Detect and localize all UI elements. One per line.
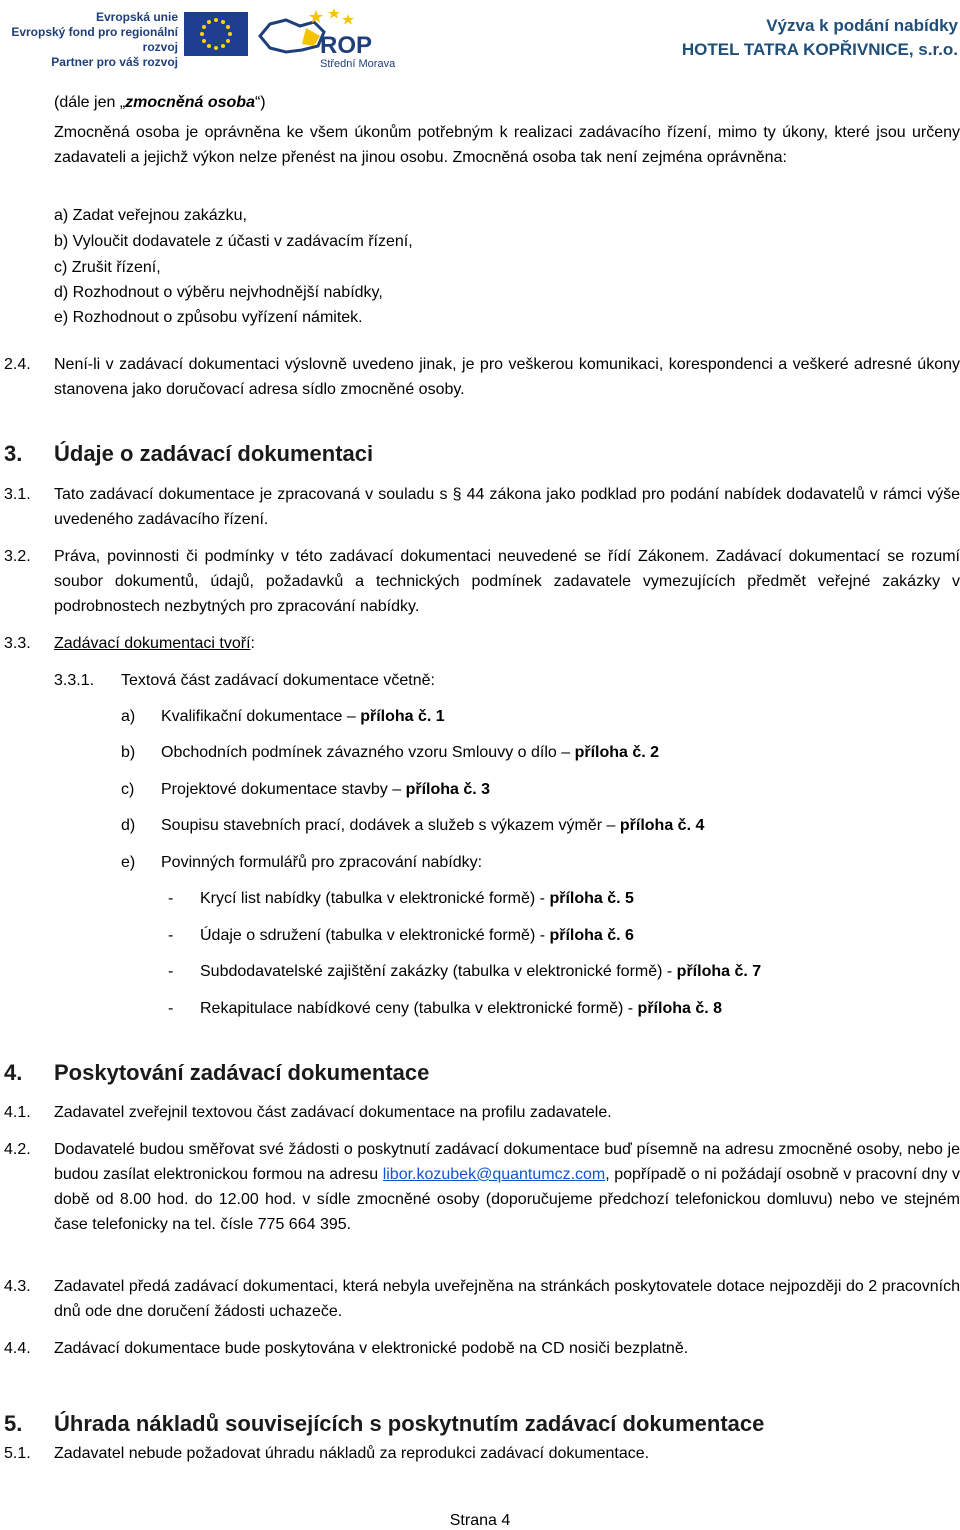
list-letter: e) xyxy=(121,854,136,871)
attachment-ref: příloha č. 8 xyxy=(637,1000,723,1017)
paragraph-3-2: Práva, povinnosti či podmínky v této zadávací dokumentaci neuvedené se řídí Zákonem. Zadávací dokumentací se rozumí soubor dokumentů, údajů, požadavků a technických podmínek zadavatele vymezujících předmět veřejné zakázky v podrobnostech nezbytných pro zpracování nabídky. xyxy=(54,548,960,615)
section-number: 4.4. xyxy=(4,1340,31,1357)
rop-logo xyxy=(256,6,406,75)
paragraph-5-1: Zadavatel nebude požadovat úhradu nákladů za reprodukci zadávací dokumentace. xyxy=(54,1445,650,1462)
heading-section-3: Údaje o zadávací dokumentaci xyxy=(54,441,374,466)
dash-item-text: Subdodavatelské zajištění zakázky (tabulka v elektronické formě) - xyxy=(200,963,677,980)
attachment-ref: příloha č. 7 xyxy=(676,963,762,980)
paragraph-4-2-part1: Dodavatelé budou směřovat své žádosti o poskytnutí zadávací dokumentace buď písemně na adresu zmocněné osoby, nebo je budou zasílat elektronickou formou na adresu xyxy=(54,1141,960,1183)
eu-logo-line2: Evropský fond pro regionální rozvoj xyxy=(11,25,178,54)
list-item: e) Rozhodnout o způsobu vyřízení námitek. xyxy=(54,309,363,326)
list-item: a) Zadat veřejnou zakázku, xyxy=(54,207,247,224)
attachment-ref: příloha č. 6 xyxy=(549,927,634,944)
eu-logo-line1: Evropská unie xyxy=(95,10,178,24)
attachment-ref: příloha č. 3 xyxy=(405,781,491,798)
attachment-ref: příloha č. 1 xyxy=(360,708,445,725)
heading-number: 3. xyxy=(4,441,23,466)
heading-number: 4. xyxy=(4,1060,23,1085)
dash-item xyxy=(200,923,634,948)
list-item xyxy=(161,813,704,838)
attachment-ref: příloha č. 4 xyxy=(619,817,705,834)
section-number: 4.1. xyxy=(4,1104,31,1121)
eu-logo-line3: Partner pro váš rozvoj xyxy=(51,55,178,69)
list-item-text: Kvalifikační dokumentace – xyxy=(161,708,361,725)
dash-item xyxy=(200,996,722,1021)
list-letter: d) xyxy=(121,817,136,834)
paragraph-4-1: Zadavatel zveřejnil textovou část zadávací dokumentace na profilu zadavatele. xyxy=(54,1104,612,1121)
dash-bullet: - xyxy=(168,963,174,980)
dash-item-text: Rekapitulace nabídkové ceny (tabulka v elektronické formě) - xyxy=(200,1000,638,1017)
dash-bullet: - xyxy=(168,1000,174,1017)
subsection-text: Textová část zadávací dokumentace včetně: xyxy=(121,672,435,689)
heading-section-5: Úhrada nákladů souvisejících s poskytnutím zadávací dokumentace xyxy=(54,1411,765,1436)
page-number: Strana 4 xyxy=(449,1512,511,1529)
list-item: b) Vyloučit dodavatele z účasti v zadávacím řízení, xyxy=(54,233,413,250)
paragraph-4-2-part2: , popřípadě o ni požádají osobně v pracovní dny v době od 8.00 hod. do 12.00 hod. v sídle zmocněné osoby (doporučujeme předchozí telefonickou domluvu) nebo ve stejném čase telefonicky na tel. čísle 775 664 395. xyxy=(54,1166,960,1233)
list-item-text: Povinných formulářů pro zpracování nabídky: xyxy=(161,854,483,871)
dash-item-text: Krycí list nabídky (tabulka v elektronické formě) - xyxy=(200,890,550,907)
dash-item-text: Údaje o sdružení (tabulka v elektronické formě) - xyxy=(200,927,550,944)
dash-item xyxy=(200,959,761,984)
list-item: c) Zrušit řízení, xyxy=(54,259,161,276)
header-title-line2: HOTEL TATRA KOPŘIVNICE, s.r.o. xyxy=(681,40,958,59)
subsection-number: 3.3.1. xyxy=(54,672,95,689)
section-number: 4.2. xyxy=(4,1141,31,1158)
intro-prefix: (dále jen „ xyxy=(54,94,126,111)
dash-item xyxy=(200,886,634,911)
list-item xyxy=(161,777,490,802)
intro-paragraph: Zmocněná osoba je oprávněna ke všem úkonům potřebným k realizaci zadávacího řízení, mimo ty úkony, které jsou určeny zadavateli a jejichž výkon nelze přenést na jinou osobu. Zmocněná osoba tak není zejména oprávněna: xyxy=(54,124,960,166)
attachment-ref: příloha č. 5 xyxy=(549,890,634,907)
heading-number: 5. xyxy=(4,1411,23,1436)
section-number: 3.3. xyxy=(4,635,31,652)
header-title-line1: Výzva k podání nabídky xyxy=(766,16,958,35)
list-item: d) Rozhodnout o výběru nejvhodnější nabídky, xyxy=(54,284,383,301)
section-number: 2.4. xyxy=(4,356,31,373)
subheading-3-3 xyxy=(54,631,255,656)
section-number: 3.2. xyxy=(4,548,31,565)
header-title xyxy=(682,14,958,62)
subheading-3-3-title: Zadávací dokumentaci tvoří xyxy=(54,635,251,652)
paragraph-2-4: Není-li v zadávací dokumentaci výslovně uvedeno jinak, je pro veškerou komunikaci, korespondenci a veškeré adresné úkony stanovena jako doručovací adresa sídlo zmocněné osoby. xyxy=(54,356,960,398)
attachment-ref: příloha č. 2 xyxy=(574,744,660,761)
intro-suffix: “) xyxy=(254,94,266,111)
subheading-3-3-colon: : xyxy=(250,635,255,652)
paragraph-4-4: Zadávací dokumentace bude poskytována v elektronické podobě na CD nosiči bezplatně. xyxy=(54,1340,689,1357)
list-letter: c) xyxy=(121,781,135,798)
list-item xyxy=(161,850,482,875)
list-item-text: Obchodních podmínek závazného vzoru Smlouvy o dílo – xyxy=(161,744,575,761)
list-item-text: Soupisu stavebních prací, dodávek a služeb s výkazem výměr – xyxy=(161,817,620,834)
eu-flag-icon xyxy=(184,12,248,56)
email-link[interactable]: libor.kozubek@quantumcz.com xyxy=(382,1166,606,1183)
list-item-text: Projektové dokumentace stavby – xyxy=(161,781,406,798)
list-item xyxy=(161,740,659,765)
list-letter: a) xyxy=(121,708,136,725)
heading-section-4: Poskytování zadávací dokumentace xyxy=(54,1060,430,1085)
dash-bullet: - xyxy=(168,927,174,944)
section-number: 5.1. xyxy=(4,1445,31,1462)
paragraph-3-1: Tato zadávací dokumentace je zpracovaná v souladu s § 44 zákona jako podklad pro podání nabídek dodavatelů v rámci výše uvedeného zadávacího řízení. xyxy=(54,486,960,528)
rop-subtitle: Střední Morava xyxy=(320,58,396,70)
section-number: 3.1. xyxy=(4,486,31,503)
paragraph-4-3: Zadavatel předá zadávací dokumentaci, která nebyla uveřejněna na stránkách poskytovatele dotace nejpozději do 2 pracovních dnů ode dne doručení žádosti uchazeče. xyxy=(54,1278,960,1320)
section-number: 4.3. xyxy=(4,1278,31,1295)
rop-text: ROP xyxy=(320,32,373,59)
list-letter: b) xyxy=(121,744,136,761)
intro-term: zmocněná osoba xyxy=(125,94,255,111)
list-item xyxy=(161,704,445,729)
intro-line xyxy=(54,90,266,115)
page-header xyxy=(0,0,960,70)
paragraph-4-2 xyxy=(54,1137,960,1237)
dash-bullet: - xyxy=(168,890,174,907)
